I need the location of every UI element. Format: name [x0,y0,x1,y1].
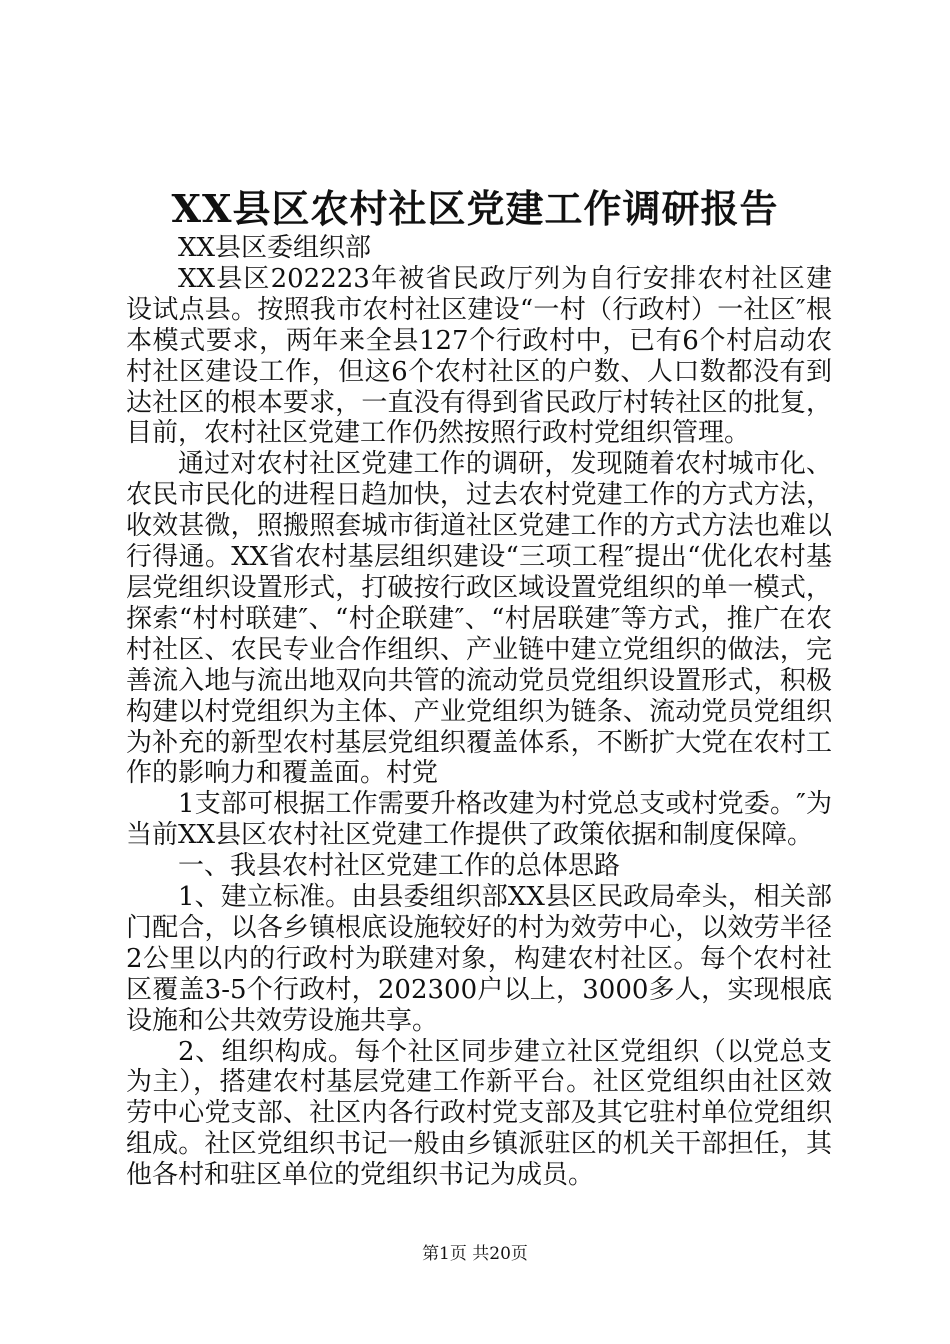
paragraph: XX县区202223年被省民政厅列为自行安排农村社区建设试点县。按照我市农村社区建设“一村（行政村）一社区″根本模式要求，两年来全县127个行政村中，已有6个村启动农村社区建设工作，但这6个农村社区的户数、人口数都没有到达社区的根本要求，一直没有得到省民政厅村转社区的批复，目前，农村社区党建工作仍然按照行政村党组织管理。 [126,263,832,449]
document-body [126,233,832,1191]
paragraph: 1支部可根据工作需要升格改建为村党总支或村党委。″为当前XX县区农村社区党建工作提供了政策依据和制度保障。 [126,789,832,851]
section-heading: 一、我县农村社区党建工作的总体思路 [178,851,621,882]
document-title: XX县区农村社区党建工作调研报告 [171,186,779,231]
author-line: XX县区委组织部 [178,233,372,263]
paragraph: 1、建立标准。由县委组织部XX县区民政局牵头，相关部门配合，以各乡镇根底设施较好的村为效劳中心，以效劳半径2公里以内的行政村为联建对象，构建农村社区。每个农村社区覆盖3-5个行政村，202300户以上，3000多人，实现根底设施和公共效劳设施共享。 [126,882,832,1036]
paragraph: 2、组织构成。每个社区同步建立社区党组织（以党总支为主），搭建农村基层党建工作新平台。社区党组织由社区效劳中心党支部、社区内各行政村党支部及其它驻村单位党组织组成。社区党组织书记一般由乡镇派驻区的机关干部担任，其他各村和驻区单位的党组织书记为成员。 [126,1036,832,1191]
paragraph: 通过对农村社区党建工作的调研，发现随着农村城市化、农民市民化的进程日趋加快，过去农村党建工作的方式方法，收效甚微，照搬照套城市街道社区党建工作的方式方法也难以行得通。XX省农村基层组织建设“三项工程″提出“优化农村基层党组织设置形式，打破按行政区域设置党组织的单一模式，探索“村村联建″、“村企联建″、“村居联建″等方式，推广在农村社区、农民专业合作组织、产业链中建立党组织的做法，完善流入地与流出地双向共管的流动党员党组织设置形式，积极构建以村党组织为主体、产业党组织为链条、流动党员党组织为补充的新型农村基层党组织覆盖体系，不断扩大党在农村工作的影响力和覆盖面。村党 [126,449,832,789]
page-footer: 第1页 共20页 [422,1244,528,1264]
